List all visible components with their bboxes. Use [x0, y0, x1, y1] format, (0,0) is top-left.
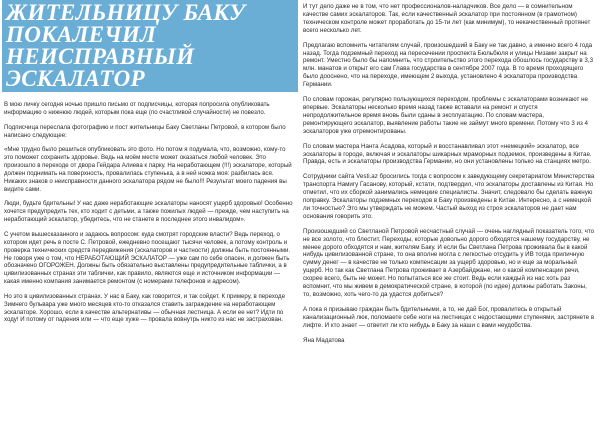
paragraph: Сотрудники сайта Vesti.az бросились тогда с вопросом к заведующему секретариатом Министерства транспорта Намигу Гасанову, который, кстати, подтвердил, что эскалаторы доставлены из Китая. Но отметил, что их сборкой занимались немецкие специалисты. Значит, следовало бы сделать важную поправку. Эскалаторы подземных переходов в Баку произведены в Китае. Интересно, а с немецкой ли точностью? Это мы утверждать не можем. Частый выход из строя эскалаторов не дает нам основания говорить это.	[303, 173, 595, 220]
paragraph: Но это в цивилизованных странах. У нас в Баку, как говорится, и так сойдет. К примеру, в переходе Зимнего бульвара уже много месяцев кто-то отказался ставить заграждение на неработающем эскалаторе. Хорошо, если в качестве альтернативы — обычная лестница. А если ее нет? Идти по ходу! И потому от падения или — что еще хуже — провала вовнутрь никто из нас не застрахован.	[4, 292, 285, 324]
paragraph: А пока я призываю граждан быть бдительными, а то, не дай Бог, провалитесь в открытый канализационный люк, поломаете себе ноги на лестницах с недостающими ступенями, застрянете в лифте. И кто знает — ответит ли кто нибудь в Баку за наши с вами неудобства.	[303, 305, 595, 329]
paragraph: С учетом вышесказанного и задаюсь вопросом: куда смотрят городские власти? Ведь переход, о котором идет речь в посте С. Петровой, ежедневно посещают тысячи человек, а потому контроль и проверка технических средств передвижения (эскалаторов и частности) должны быть постоянными. Не говоря уже о том, что НЕРАБОТАЮЩИЙ ЭСКАЛАТОР — уже сам по себе опасен, и должен быть обозначено ОГОРОЖЕН. Должны быть обязательно выставлены предупредительные таблички, а в цивилизованных странах эти таблички, как правило, являются еще и источником информации — какая именно компания занимается ремонтом (с номерами телефонов и адресом).	[4, 230, 291, 286]
paragraph: Предлагаю вспомнить читателям случай, произошедший в Баку не так давно, а именно всего 4 года назад. Тогда подземный переход на пересечении проспекта Бюльбюля и улицы Низами закрыт на ремонт. Уместно было бы напомнить, что строительство этого перехода обошлось государству в 3,3 млн. манатов и открыт его сам Глава государства в сентябре 2007 года. В то время проходящего было дооснено, что на переходе, имеющем 2 выхода, установлено 4 эскалатора производства Германии.	[303, 41, 594, 89]
paragraph: Подписчица переслала фотографию и пост жительницы Баку Светланы Петровой, в котором было написано следующее:	[4, 123, 286, 139]
right-column	[303, 0, 596, 424]
author-signature: Яна Мадатова	[303, 336, 345, 344]
headline-banner	[2, 0, 298, 92]
paragraph: Люди, будьте бдительны! У нас даже неработающие эскалаторы наносят ущерб здоровью! Особенно хочется предупредить тех, кто ходит с детьми, а также пожилых людей — прежде, чем наступить на неработающий эскалатор, убедитесь, что не станете в последнее этого инвалидом».	[4, 200, 293, 224]
paragraph: По словам мастера Нанта Асадова, который и восстанавливал этот «немецкий» эскалатор, все эскалаторы в городе, включая и эскалаторы шикарных мраморных подземок, произведены в Китае. Правда, есть и эскалаторы производства Германии, но они установлены только на станциях метро.	[303, 142, 592, 166]
right-column-body	[303, 3, 595, 352]
paragraph: «Мне трудно было решиться опубликовать это фото. Но потом я подумала, что, возможно, кому-то это поможет сохранить здоровье. Ведь на моём месте может оказаться любой человек. Это произошло в переходе от двора Гейдара Алиева к парку. На неработающем (!!!) эскалаторе, который должен поднимать на поверхность, провалилась ступенька, а в ней ножка моя: разбилась вся. Никаких знаков о неисправности данного эскалатора рядом не было!!! Результат моего падения вы видите сами.	[4, 146, 292, 193]
left-column-body	[4, 101, 294, 331]
paragraph: В мою личку сегодня ночью пришло письмо от подписчицы, которая попросила опубликовать информацию о нижнюю людей, которым пока еще (по счастливой случайности) не повезло.	[4, 101, 270, 116]
paragraph: И тут дело даже не в том, что нет профессионалов-наладчиков. Все дело — в сомнительном качестве самих эскалаторов. Так, если качественный эскалатор при постоянном (в грамотном) техническом контроле может проработать до 15-ти лет (как минимум), то некачественный протянет всего несколько лет.	[303, 3, 591, 34]
article-headline: ЖИТЕЛЬНИЦУ БАКУ ПОКАЛЕЧИЛ НЕИСПРАВНЫЙ ЭСКАЛАТОР	[6, 0, 246, 91]
paragraph: Произошедший со Светланой Петровой несчастный случай — очень наглядный показатель того, что не все золото, что блестит. Переходы, которые довольно дорого обходятся нашему государству, не менее дорого обходятся и нам, жителям Баку. И если бы Светлана Петрова проживала бы в какой нибудь цивилизованной стране, то она вполне могла с легкостью отсудить у ИВ тогда приличную сумму денег — в качестве не только компенсации за ущерб здоровью, но и еще за моральный ущерб. Но так как Светлана Петрова проживает в Азербайджане, ни о какой компенсации речи, скорее всего, быть не может. Но попытаться все же стоит. Ведь если каждый из нас хоть раз вспомнит, что мы живем в демократической стране, в которой (по идее) должны работать Законы, то, возможно, хоть чего-то да удастся добиться?	[303, 227, 595, 298]
paragraph: По словам горожан, регулярно пользующихся переходом, проблемы с эскалаторами возникают не впервые. Эскалаторы несколько время назад также вставали на ремонт и спустя непродолжительное время вновь были сданы в эксплуатацию. По словам мастера, ремонтирующего эскалатор, выявление работы такие не займут много времени. Потому что 3 из 4 эскалаторов уже отремонтированы.	[303, 96, 588, 135]
